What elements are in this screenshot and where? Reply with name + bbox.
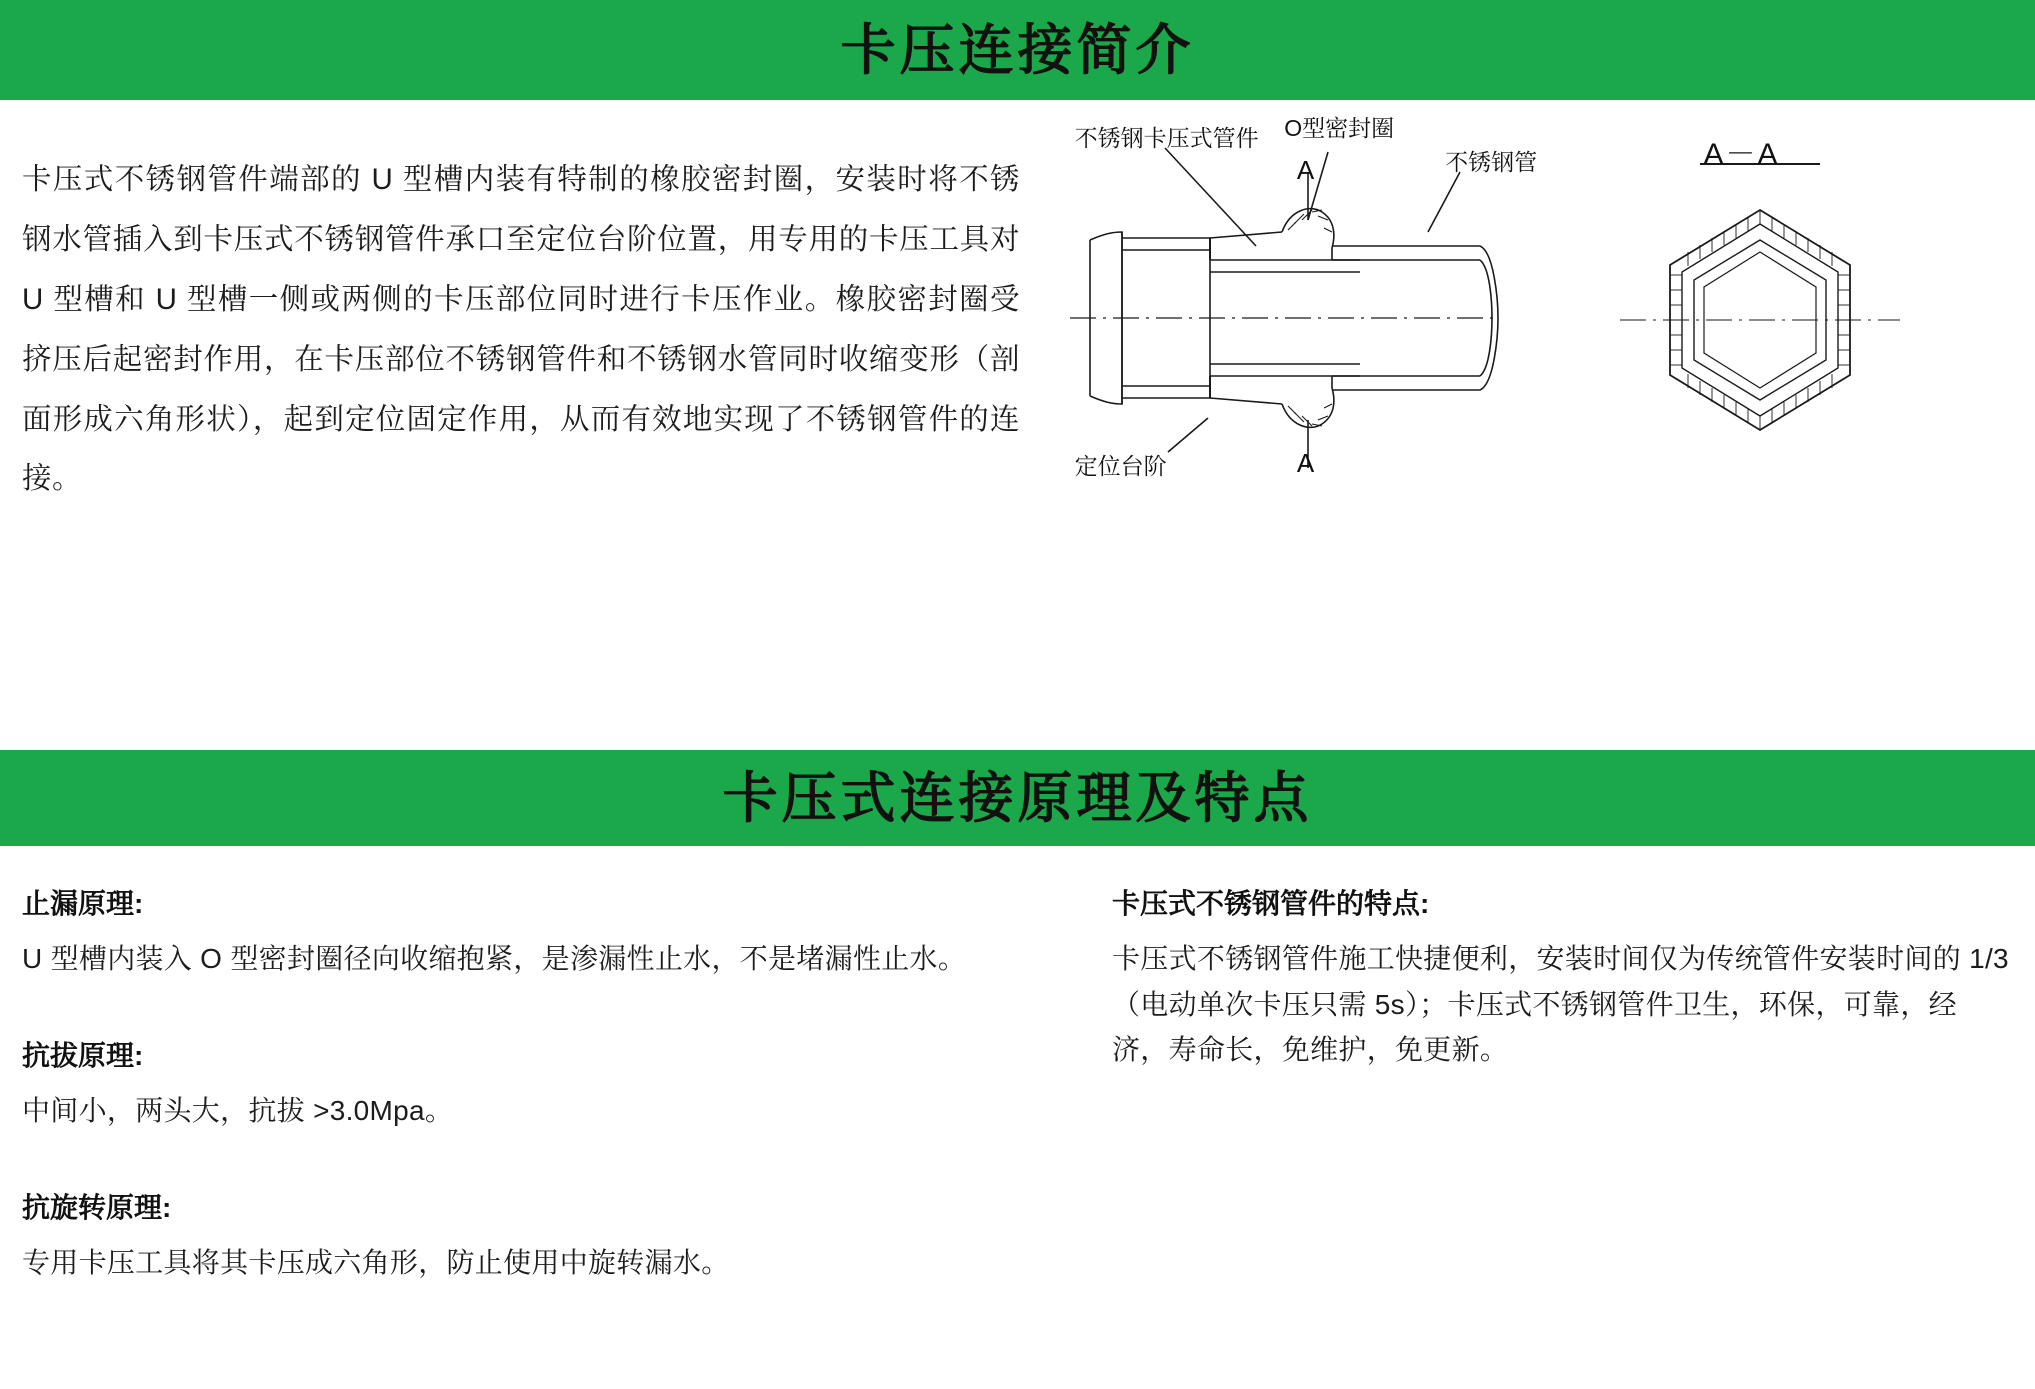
- section-1-body: [0, 100, 2035, 750]
- block-pull-resistance-text: 中间小，两头大，抗拔 >3.0Mpa。: [22, 1095, 454, 1127]
- block-features-title: 卡压式不锈钢管件的特点:: [1112, 888, 1430, 919]
- fitting-top-skin: [1210, 232, 1282, 238]
- block-leak-prevention-title: 止漏原理:: [22, 888, 144, 919]
- block-features: [1112, 886, 2013, 1072]
- leader-pipe: [1428, 172, 1460, 232]
- block-pull-resistance: [22, 1038, 1062, 1134]
- principles-column: [22, 886, 1102, 1285]
- pipe-fitting-svg: [1060, 100, 2035, 750]
- leader-fitting: [1165, 148, 1256, 246]
- label-oring: O型密封圈: [1284, 114, 1395, 141]
- section-1-banner: [0, 0, 2035, 100]
- section-1-text-column: [0, 100, 1060, 750]
- section-1-paragraph: 卡压式不锈钢管件端部的 U 型槽内装有特制的橡胶密封圈，安装时将不锈钢水管插入到卡压式不锈钢管件承口至定位台阶位置，用专用的卡压工具对 U 型槽和 U 型槽一侧或两侧的卡压部位同时进行卡压作业。橡胶密封圈受挤压后起密封作用，在卡压部位不锈钢管件和不锈钢水管同时收缩变形（剖面形成六角形状），起到定位固定作用，从而有效地实现了不锈钢管件的连接。: [22, 163, 1020, 496]
- block-leak-prevention: [22, 886, 1062, 982]
- block-leak-prevention-text: U 型槽内装入 O 型密封圈径向收缩抱紧，是渗漏性止水，不是堵漏性止水。: [22, 943, 967, 975]
- block-rotation-resistance-text: 专用卡压工具将其卡压成六角形，防止使用中旋转漏水。: [22, 1246, 730, 1278]
- label-fitting: 不锈钢卡压式管件: [1074, 124, 1259, 151]
- block-pull-resistance-title: 抗拔原理:: [22, 1039, 144, 1071]
- section-2-body: [0, 846, 2035, 1285]
- label-section-aa: A－A: [1703, 138, 1780, 172]
- label-pipe: 不锈钢管: [1445, 149, 1538, 176]
- block-rotation-resistance-title: 抗旋转原理:: [22, 1191, 172, 1223]
- fitting-bottom-skin: [1210, 398, 1282, 404]
- label-positioning-step: 定位台阶: [1074, 452, 1167, 479]
- label-section-a-top: A: [1296, 155, 1315, 186]
- section-1-figure-column: [1060, 100, 2035, 750]
- block-features-text: 卡压式不锈钢管件施工快捷便利，安装时间仅为传统管件安装时间的 1/3（电动单次卡压只需 5s）；卡压式不锈钢管件卫生，环保，可靠，经济，寿命长，免维护，免更新。: [1112, 943, 2009, 1066]
- section-2-banner: [0, 750, 2035, 846]
- oring-bulge-bottom: [1282, 376, 1334, 427]
- pipe-fitting-diagram: [1060, 100, 2035, 750]
- features-column: [1102, 886, 2013, 1285]
- label-section-a-bottom: A: [1296, 447, 1315, 478]
- section-1-title: 卡压连接简介: [840, 18, 1195, 81]
- block-rotation-resistance: [22, 1190, 1062, 1286]
- section-2-title: 卡压式连接原理及特点: [722, 766, 1313, 829]
- section-aa-hexagon: [1620, 164, 1900, 430]
- leader-step: [1168, 418, 1208, 452]
